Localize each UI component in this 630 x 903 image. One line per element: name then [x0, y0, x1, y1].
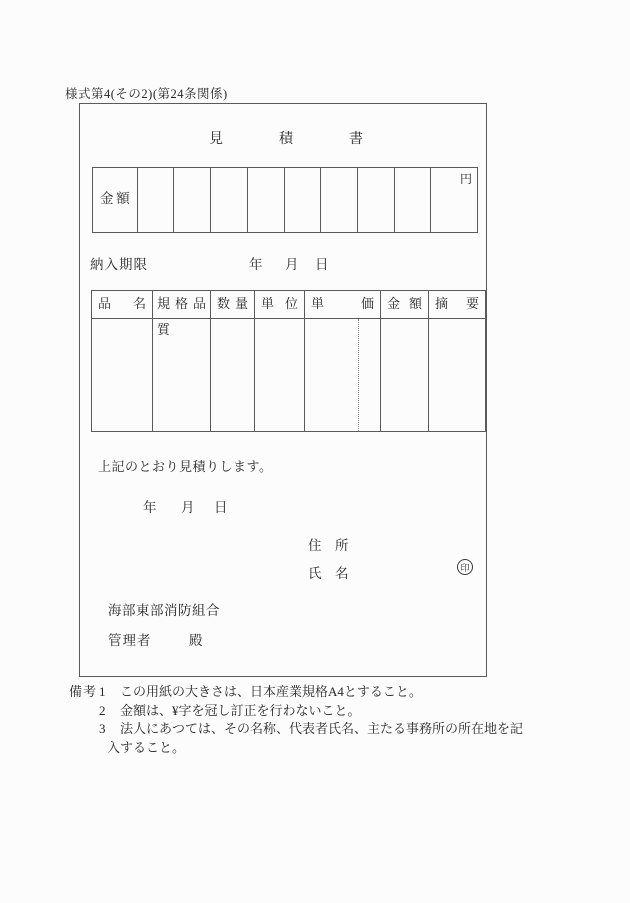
items-table-body-row: [92, 319, 485, 431]
addressee-line: [108, 629, 308, 648]
cell-item-name: [92, 319, 153, 431]
cell-unit-price: [305, 319, 381, 431]
note-number: 3: [99, 721, 106, 736]
date-line: [80, 496, 486, 515]
estimate-form-frame: [79, 103, 487, 677]
amount-digit-cell: [395, 168, 432, 232]
col-header-remarks: 摘要: [435, 296, 479, 311]
col-header-unit-price: 単価: [305, 291, 381, 318]
note-number: 2: [99, 702, 106, 718]
year-label: 年: [143, 500, 157, 515]
note-number: 1: [99, 684, 106, 699]
amount-yen-cell: [431, 168, 477, 232]
note-row: [69, 702, 549, 721]
seal-mark-icon: 印: [457, 559, 473, 575]
form-title: 見積書: [209, 132, 419, 147]
cell-amount: [381, 319, 429, 431]
remarks-label: 備考: [69, 684, 98, 699]
amount-digit-cell: [358, 168, 395, 232]
currency-unit-label: 円: [459, 172, 472, 186]
delivery-deadline-label: 納入期限: [90, 257, 148, 272]
addressee-role-label: 管理者: [108, 633, 152, 648]
day-label: 日: [214, 500, 228, 515]
amount-digit-cell: [285, 168, 322, 232]
note-row: [69, 683, 549, 702]
amount-digit-cell: [211, 168, 248, 232]
note-text: [107, 720, 549, 757]
note-text-line: 入すること。: [107, 739, 186, 755]
organization-name: 海部東部消防組合: [108, 603, 220, 618]
name-label: 氏 名: [308, 566, 349, 581]
note-text: 金額は、¥字を冠し訂正を行わないこと。: [120, 702, 361, 718]
form-code-label: 様式第4(その2)(第24条関係): [65, 87, 228, 101]
remarks-section: [69, 683, 549, 757]
amount-digit-cell: [248, 168, 285, 232]
address-label: 住 所: [308, 538, 349, 553]
remarks-label-spacer: [69, 720, 99, 757]
col-header-quantity: 数量: [211, 291, 255, 318]
amount-digit-cell: [321, 168, 358, 232]
col-header-unit: 単位: [255, 291, 305, 318]
amount-table: [92, 167, 478, 233]
note-text: この用紙の大きさは、日本産業規格A4とすること。: [120, 684, 422, 699]
cell-remarks: [429, 319, 485, 431]
month-label: 月: [285, 257, 299, 272]
unit-price-dotted-divider: [358, 319, 359, 431]
col-header-amount: 金額: [381, 291, 429, 318]
cell-quantity: [211, 319, 255, 431]
month-label: 月: [181, 500, 195, 515]
amount-digit-cell: [174, 168, 211, 232]
items-table: [91, 290, 486, 432]
col-header-spec-quality: 規格品質: [153, 291, 211, 318]
day-label: 日: [315, 257, 329, 272]
col-header-item-name: 品名: [92, 291, 153, 318]
amount-label-cell: 金額: [93, 168, 138, 232]
cell-unit: [255, 319, 305, 431]
note-text-line: 法人にあつては、その名称、代表者氏名、主たる事務所の所在地を記: [120, 721, 524, 736]
items-table-header-row: [92, 291, 485, 337]
addressee-honorific-label: 殿: [189, 633, 203, 648]
year-label: 年: [249, 257, 263, 272]
note-row: [69, 720, 549, 757]
amount-digit-cell: [138, 168, 175, 232]
remarks-label-spacer: [69, 702, 99, 721]
cell-spec-quality: [153, 319, 211, 431]
delivery-deadline-line: [80, 253, 486, 272]
statement-text: 上記のとおり見積りします。: [98, 459, 273, 474]
